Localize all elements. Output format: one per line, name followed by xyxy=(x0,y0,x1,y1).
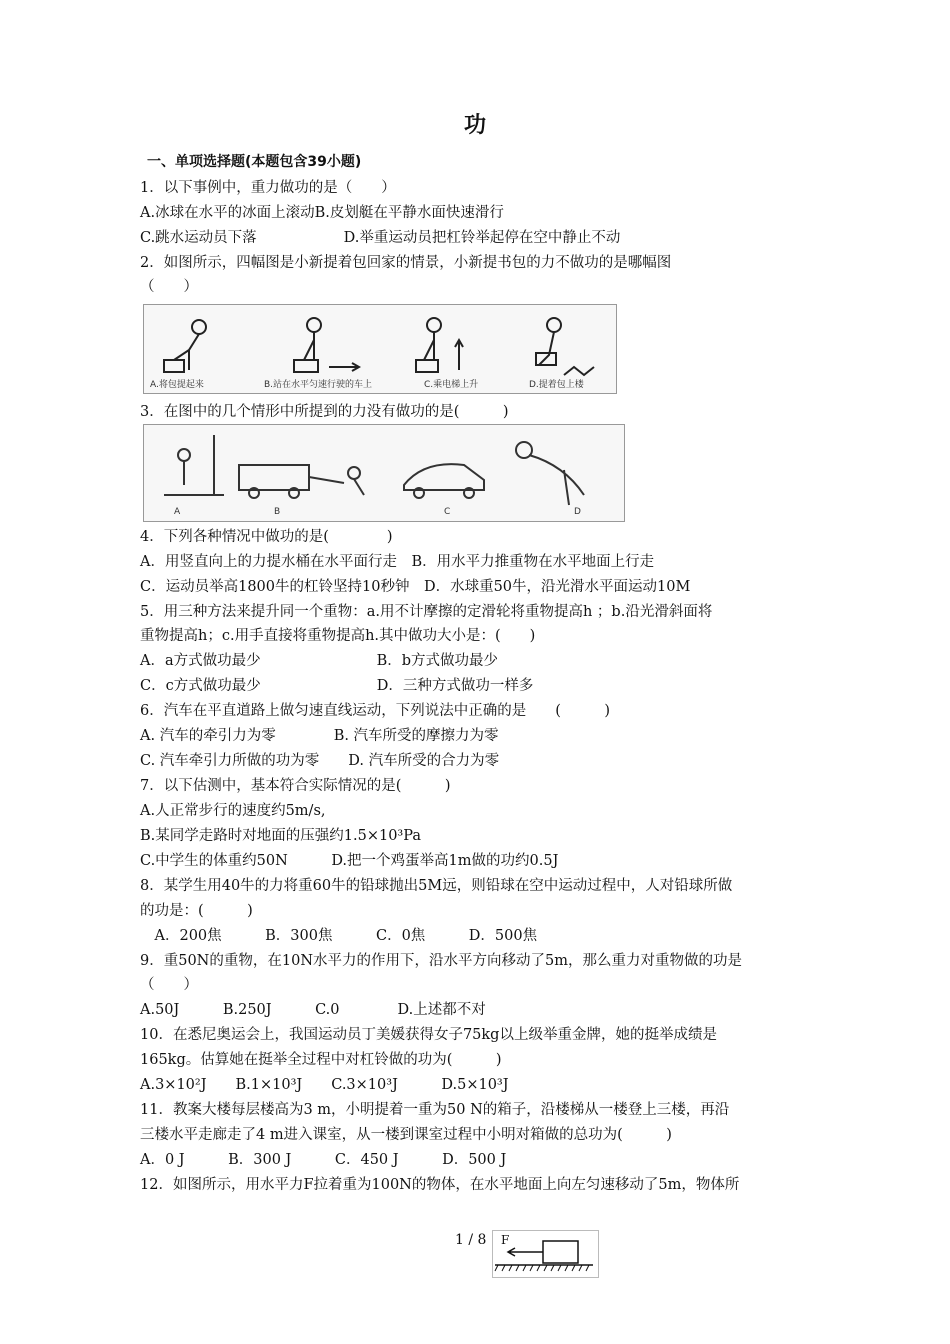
page-title: 功 xyxy=(463,113,486,138)
q10-stem-1: 10．在悉尼奥运会上，我国运动员丁美媛获得女子75kg以上级举重金牌，她的挺举成绩是 xyxy=(140,1027,717,1043)
q1-options-ab: A.冰球在水平的冰面上滚动B.皮划艇在平静水面快速滑行 xyxy=(140,205,504,221)
q2-caption-c: C.乘电梯上升 xyxy=(424,380,479,390)
q2-caption-d: D.提着包上楼 xyxy=(529,380,584,390)
q11-options: A．0 J B．300 J C．450 J D．500 J xyxy=(140,1152,507,1168)
q12-figure xyxy=(492,1230,599,1278)
q5-stem-2: 重物提高h；c.用手直接将重物提高h.其中做功大小是：( ) xyxy=(140,628,536,644)
q7-options-cd: C.中学生的体重约50N D.把一个鸡蛋举高1m做的功约0.5J xyxy=(140,853,559,869)
q10-stem-2: 165kg。估算她在挺举全过程中对杠铃做的功为( ) xyxy=(140,1052,502,1068)
q6-options-ab: A. 汽车的牵引力为零 B. 汽车所受的摩擦力为零 xyxy=(140,728,499,744)
q8-stem-1: 8．某学生用40牛的力将重60牛的铅球抛出5M远，则铅球在空中运动过程中，人对铅球所做 xyxy=(140,878,733,894)
q7-option-b: B.某同学走路时对地面的压强约1.5×10³Pa xyxy=(140,828,421,844)
q1-stem: 1．以下事例中，重力做功的是（ ） xyxy=(140,180,396,196)
q4-options-ab: A．用竖直向上的力提水桶在水平面行走 B．用水平力推重物在水平地面上行走 xyxy=(140,554,655,570)
q3-figure-drawing xyxy=(144,425,624,521)
q11-stem-2: 三楼水平走廊走了4 m进入课室，从一楼到课室过程中小明对箱做的总功为( ) xyxy=(140,1127,672,1143)
q11-stem-1: 11．教案大楼每层楼高为3 m，小明提着一重为50 N的箱子，沿楼梯从一楼登上三楼，再沿 xyxy=(140,1102,730,1118)
q8-options: A．200焦 B．300焦 C．0焦 D．500焦 xyxy=(140,928,538,944)
page-number: 1 / 8 xyxy=(455,1232,487,1248)
section-heading: 一、单项选择题(本题包含39小题) xyxy=(147,154,362,170)
q9-options: A.50J B.250J C.0 D.上述都不对 xyxy=(140,1002,486,1018)
q3-caption-b: B xyxy=(274,507,281,517)
q7-stem: 7．以下估测中，基本符合实际情况的是( ) xyxy=(140,778,451,794)
q5-options-ab: A．a方式做功最少 B．b方式做功最少 xyxy=(140,653,499,669)
q2-caption-a: A.将包提起来 xyxy=(150,380,204,390)
q9-stem: 9．重50N的重物，在10N水平力的作用下，沿水平方向移动了5m，那么重力对重物做的功是 xyxy=(140,953,742,969)
q2-figure xyxy=(143,304,617,394)
q3-figure xyxy=(143,424,625,522)
q9-blank: （ ） xyxy=(140,977,198,993)
q2-caption-b: B.站在水平匀速行驶的车上 xyxy=(264,380,373,390)
q3-caption-d: D xyxy=(574,507,581,517)
q4-options-cd: C．运动员举高1800牛的杠铃坚持10秒钟 D．水球重50牛，沿光滑水平面运动10M xyxy=(140,579,691,595)
q7-option-a: A.人正常步行的速度约5m/s, xyxy=(140,803,326,819)
q1-options-cd: C.跳水运动员下落 D.举重运动员把杠铃举起停在空中静止不动 xyxy=(140,230,621,246)
q5-stem-1: 5．用三种方法来提升同一个重物：a.用不计摩擦的定滑轮将重物提高h ；b.沿光滑斜面将 xyxy=(140,604,713,620)
q2-stem: 2．如图所示，四幅图是小新提着包回家的情景，小新提书包的力不做功的是哪幅图 xyxy=(140,255,672,271)
q3-caption-a: A xyxy=(174,507,181,517)
q6-stem: 6．汽车在平直道路上做匀速直线运动，下列说法中正确的是 ( ) xyxy=(140,703,611,719)
q12-stem: 12．如图所示，用水平力F拉着重为100N的物体，在水平地面上向左匀速移动了5m，物体所 xyxy=(140,1177,740,1193)
q2-blank: （ ） xyxy=(140,279,198,295)
q8-stem-2: 的功是：( ) xyxy=(140,903,253,919)
q3-caption-c: C xyxy=(444,507,451,517)
q4-stem: 4．下列各种情况中做功的是( ) xyxy=(140,529,393,545)
q5-options-cd: C．c方式做功最少 D．三种方式做功一样多 xyxy=(140,678,534,694)
q6-options-cd: C. 汽车牵引力所做的功为零 D. 汽车所受的合力为零 xyxy=(140,753,500,769)
q3-stem: 3．在图中的几个情形中所提到的力没有做功的是( ) xyxy=(140,404,509,420)
q12-force-label: F xyxy=(501,1233,510,1247)
q10-options: A.3×10²J B.1×10³J C.3×10³J D.5×10³J xyxy=(140,1077,509,1093)
